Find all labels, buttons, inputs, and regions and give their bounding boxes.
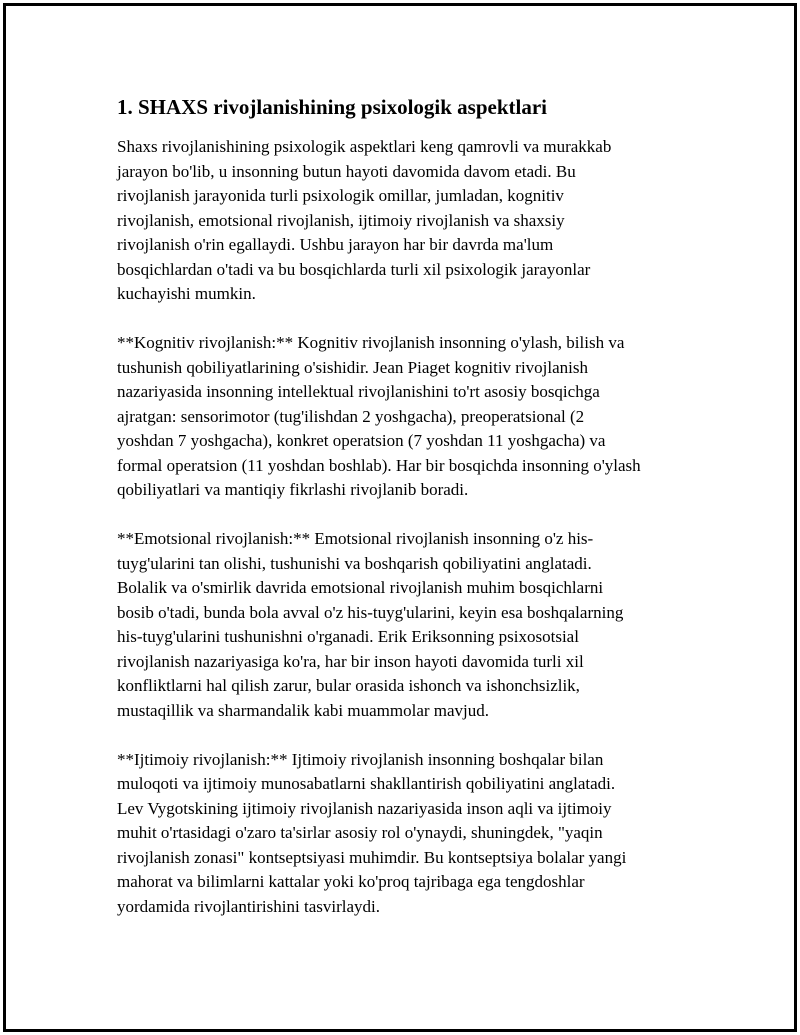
- paragraph-intro: Shaxs rivojlanishining psixologik aspektlari keng qamrovli va murakkab jarayon bo'lib, u insonning butun hayoti davomida davom etadi. Bu rivojlanish jarayonida turli psixologik omillar, jumladan, kognitiv rivojlanish, emotsional rivojlanish, ijtimoiy rivojlanish va shaxsiy rivojlanish o'rin egallaydi. Ushbu jarayon har bir davrda ma'lum bosqichlardan o'tadi va bu bosqichlarda turli xil psixologik jarayonlar kuchayishi mumkin.: [117, 137, 612, 303]
- section-heading: 1. SHAXS rivojlanishining psixologik aspektlari: [117, 95, 548, 119]
- document-body: [117, 94, 697, 944]
- paragraph-cognitive: **Kognitiv rivojlanish:** Kognitiv rivojlanish insonning o'ylash, bilish va tushunish qobiliyatlarining o'sishidir. Jean Piaget kognitiv rivojlanish nazariyasida insonning intellektual rivojlanishini to'rt asosiy bosqichga ajratgan: sensorimotor (tug'ilishdan 2 yoshgacha), preoperatsional (2 yoshdan 7 yoshgacha), konkret operatsion (7 yoshdan 11 yoshgacha) va formal operatsion (11 yoshdan boshlab). Har bir bosqichda insonning o'ylash qobiliyatlari va mantiqiy fikrlashi rivojlanib boradi.: [117, 333, 641, 499]
- paragraph-social: **Ijtimoiy rivojlanish:** Ijtimoiy rivojlanish insonning boshqalar bilan muloqoti va ijtimoiy munosabatlarni shakllantirish qobiliyatini anglatadi. Lev Vygotskining ijtimoiy rivojlanish nazariyasida inson aqli va ijtimoiy muhit o'rtasidagi o'zaro ta'sirlar asosiy rol o'ynaydi, shuningdek, "yaqin rivojlanish zonasi" kontseptsiyasi muhimdir. Bu kontseptsiya bolalar yangi mahorat va bilimlarni kattalar yoki ko'proq tajribaga ega tengdoshlar yordamida rivojlantirishini tasvirlaydi.: [117, 749, 627, 916]
- paragraph-emotional: **Emotsional rivojlanish:** Emotsional rivojlanish insonning o'z his- tuyg'ularini tan olishi, tushunishi va boshqarish qobiliyatini anglatadi. Bolalik va o'smirlik davrida emotsional rivojlanish muhim bosqichlarni bosib o'tadi, bunda bola avval o'z his-tuyg'ularini, keyin esa boshqalarning his-tuyg'ularini tushunishni o'rganadi. Erik Eriksonning psixosotsial rivojlanish nazariyasiga ko'ra, har bir inson hayoti davomida turli xil konfliktlarni hal qilish zarur, bular orasida ishonch va ishonchsizlik, mustaqillik va sharmandalik kabi muammolar mavjud.: [117, 529, 624, 720]
